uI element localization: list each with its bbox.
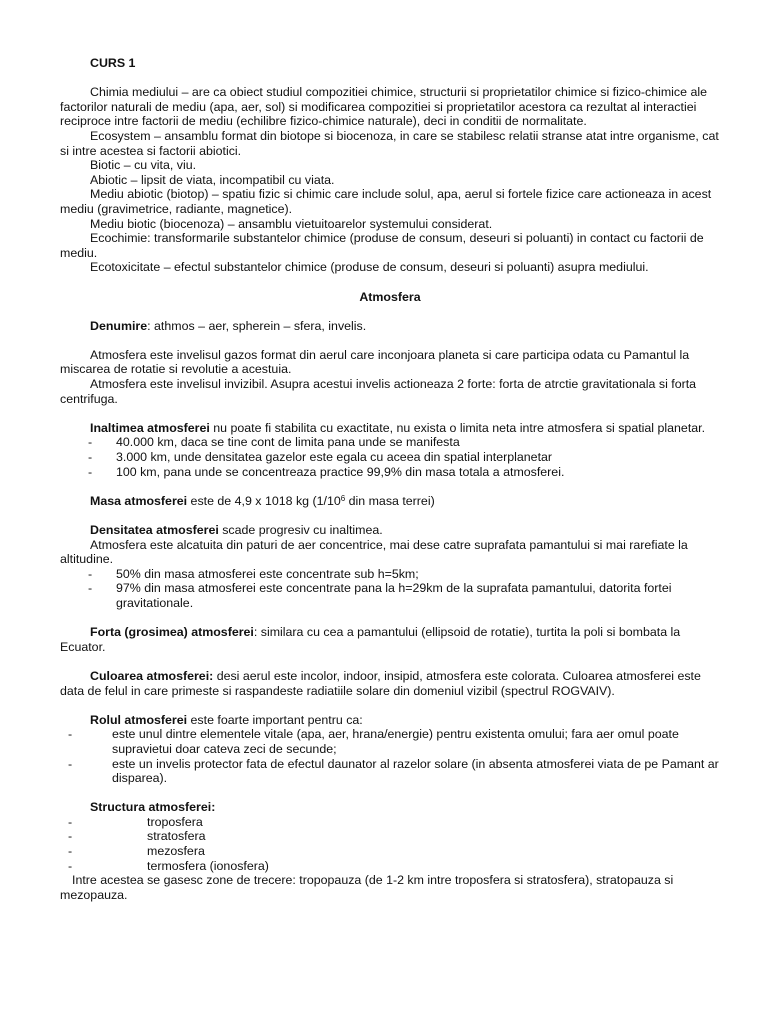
- definition-paragraph: Atmosfera este invelisul gazos format din aerul care inconjoara planeta si care participa odata cu Pamantul la miscarea de rotatie si revolutie a acestuia.: [60, 347, 690, 377]
- intro-paragraph: Chimia mediului – are ca obiect studiul compozitiei chimice, structurii si proprietatilor chimice si fizico-chimice ale factorilor naturali de mediu (apa, aer, sol) si modificarea compozitiei si proprietatilor acestora ca rezultat al interactiei reciproce intre factorii de mediu (echilibre fizico-chimice naturale), deci in conditii de normalitate.: [60, 85, 707, 129]
- list-item: - 100 km, pana unde se concentreaza practice 99,9% din masa totala a atmosferei.: [88, 464, 565, 479]
- document-body: [60, 56, 720, 902]
- list-item: - termosfera (ionosfera): [68, 858, 269, 873]
- masa-paragraph: Masa atmosferei este de 4,9 x 1018 kg ($1/10^6$ din masa terrei): [90, 493, 435, 508]
- intro-paragraph: Biotic – cu vita, viu.: [90, 158, 197, 173]
- list-item: - stratosfera: [68, 829, 206, 844]
- list-item: - 50% din masa atmosferei este concentrate sub h=5km;: [88, 566, 419, 581]
- section-title: Atmosfera: [359, 289, 421, 304]
- intro-paragraph: Mediu abiotic (biotop) – spatiu fizic si chimic care include solul, apa, aerul si fortele fizice care actioneaza in acest mediu (gravimetrice, radiante, magnetice).: [60, 187, 712, 216]
- structura-note: Intre acestea se gasesc zone de trecere: tropopauza (de 1-2 km intre troposfera si stratosfera), stratopauza si mezopauza.: [60, 873, 674, 902]
- intro-paragraph: Abiotic – lipsit de viata, incompatibil cu viata.: [90, 172, 335, 187]
- list-item: - este un invelis protector fata de efectul daunator al razelor solare (in absenta atmosferei viata de pe Pamant ar disparea).: [68, 756, 719, 786]
- list-item: - mezosfera: [68, 844, 205, 859]
- rolul-paragraph: Rolul atmosferei este foarte important pentru ca:: [90, 712, 363, 727]
- list-item: - troposfera: [68, 814, 203, 829]
- inaltimea-paragraph: Inaltimea atmosferei nu poate fi stabilita cu exactitate, nu exista o limita neta intre atmosfera si spatial planetar.: [90, 420, 706, 435]
- intro-paragraph: Ecosystem – ansamblu format din biotope si biocenoza, in care se stabilesc relatii stranse atat intre organisme, cat si intre acestea si factorii abiotici.: [60, 128, 719, 158]
- definition-paragraph: Atmosfera este invelisul invizibil. Asupra acestui invelis actioneaza 2 forte: forta de atrctie gravitationala si forta centrifuga.: [60, 377, 697, 406]
- list-item: - 3.000 km, unde densitatea gazelor este egala cu aceea din spatial interplanetar: [88, 450, 553, 465]
- culoarea-paragraph: Culoarea atmosferei: desi aerul este incolor, indoor, insipid, atmosfera este colorata. Culoarea atmosferei este data de felul in care primeste si raspandeste radiatiile solare din domeniul vizibil (spectrul ROGVAIV).: [60, 668, 701, 698]
- intro-paragraph: Mediu biotic (biocenoza) – ansamblu vietuitoarelor systemului considerat.: [90, 216, 493, 231]
- intro-paragraph: Ecochimie: transformarile substantelor chimice (produse de consum, deseuri si poluanti) in contact cu factorii de mediu.: [60, 231, 704, 260]
- list-item: - este unul dintre elementele vitale (apa, aer, hrana/energie) pentru existenta omului; fara aer omul poate supravietui doar cateva zeci de secunde;: [68, 727, 679, 756]
- densitatea-paragraph: Densitatea atmosferei scade progresiv cu inaltimea.: [90, 523, 383, 537]
- forta-paragraph: Forta (grosimea) atmosferei: similara cu cea a pamantului (ellipsoid de rotatie), turtita la poli si bombata la Ecuator.: [60, 625, 681, 654]
- list-item: - 40.000 km, daca se tine cont de limita pana unde se manifesta: [88, 435, 460, 450]
- denumire-paragraph: Denumire: athmos – aer, spherein – sfera, invelis.: [90, 318, 367, 333]
- structura-heading: Structura atmosferei:: [90, 800, 216, 815]
- densitatea-text: Atmosfera este alcatuita din paturi de aer concentrice, mai dese catre suprafata pamantului si mai rarefiate la altitudine.: [60, 537, 688, 567]
- intro-paragraph: Ecotoxicitate – efectul substantelor chimice (produse de consum, deseuri si poluanti) asupra mediului.: [90, 260, 649, 275]
- document-title: CURS 1: [90, 56, 136, 70]
- intro-section: [60, 85, 720, 275]
- list-item: - 97% din masa atmosferei este concentrate pana la h=29km de la suprafata pamantului, datorita fortei gravitationale.: [88, 581, 672, 610]
